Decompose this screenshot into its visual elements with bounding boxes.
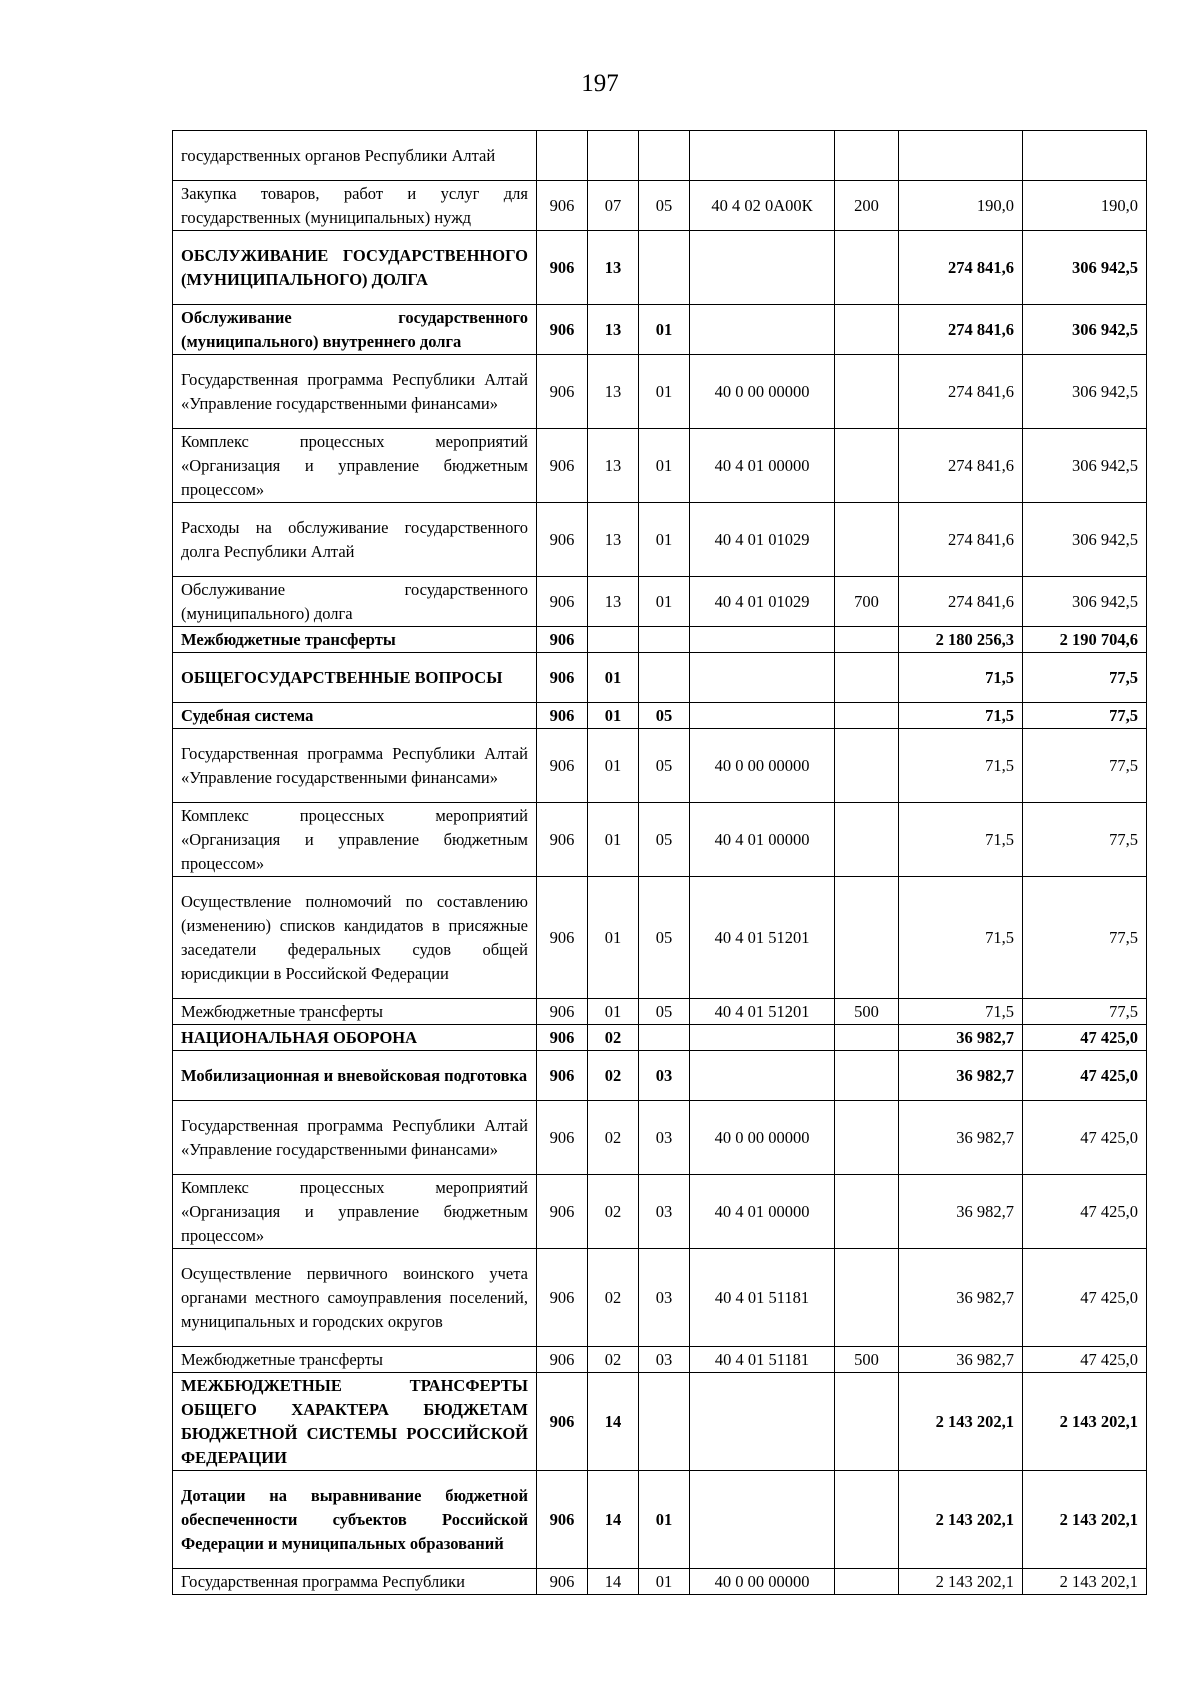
table-row (173, 355, 1147, 429)
table-row (173, 1347, 1147, 1373)
row-subsection-code: 03 (639, 1347, 690, 1373)
row-expense-type: 200 (835, 181, 899, 231)
table-row (173, 1175, 1147, 1249)
row-subsection-code: 01 (639, 355, 690, 429)
row-name: Государственная программа Республики Алтай «Управление государственными финансами» (173, 729, 537, 803)
row-subsection-code: 01 (639, 1471, 690, 1569)
table-row (173, 1025, 1147, 1051)
row-amount-year2: 77,5 (1023, 653, 1147, 703)
row-section-code: 01 (588, 999, 639, 1025)
row-ved-code: 906 (537, 305, 588, 355)
row-section-code: 01 (588, 803, 639, 877)
row-name: Дотации на выравнивание бюджетной обеспеченности субъектов Российской Федерации и муниципальных образований (173, 1471, 537, 1569)
row-expense-type (835, 1175, 899, 1249)
row-expense-type: 500 (835, 999, 899, 1025)
row-expense-type: 500 (835, 1347, 899, 1373)
row-name: Обслуживание государственного (муниципального) долга (173, 577, 537, 627)
row-section-code: 13 (588, 577, 639, 627)
row-amount-year1: 274 841,6 (899, 355, 1023, 429)
row-subsection-code: 05 (639, 181, 690, 231)
row-name: Межбюджетные трансферты (173, 999, 537, 1025)
row-amount-year2: 2 143 202,1 (1023, 1373, 1147, 1471)
row-ved-code: 906 (537, 1347, 588, 1373)
row-section-code: 13 (588, 503, 639, 577)
row-ved-code: 906 (537, 181, 588, 231)
row-amount-year2: 306 942,5 (1023, 231, 1147, 305)
row-subsection-code: 03 (639, 1101, 690, 1175)
row-name: ОБЩЕГОСУДАРСТВЕННЫЕ ВОПРОСЫ (173, 653, 537, 703)
row-expense-type (835, 305, 899, 355)
row-subsection-code (639, 653, 690, 703)
row-amount-year1: 274 841,6 (899, 503, 1023, 577)
row-ved-code: 906 (537, 1373, 588, 1471)
row-subsection-code: 01 (639, 1569, 690, 1595)
row-target-article: 40 4 01 51201 (690, 999, 835, 1025)
row-expense-type (835, 1373, 899, 1471)
row-expense-type (835, 1249, 899, 1347)
row-amount-year1 (899, 131, 1023, 181)
row-ved-code: 906 (537, 703, 588, 729)
row-amount-year1: 2 180 256,3 (899, 627, 1023, 653)
row-amount-year2: 47 425,0 (1023, 1101, 1147, 1175)
table-row (173, 803, 1147, 877)
row-ved-code: 906 (537, 1025, 588, 1051)
row-section-code: 13 (588, 355, 639, 429)
table-row (173, 1101, 1147, 1175)
table-row (173, 577, 1147, 627)
row-amount-year1: 36 982,7 (899, 1101, 1023, 1175)
row-ved-code: 906 (537, 1249, 588, 1347)
row-amount-year2: 2 143 202,1 (1023, 1569, 1147, 1595)
page-number: 197 (581, 70, 619, 97)
row-expense-type (835, 429, 899, 503)
row-ved-code: 906 (537, 999, 588, 1025)
row-expense-type: 700 (835, 577, 899, 627)
row-name: Закупка товаров, работ и услуг для государственных (муниципальных) нужд (173, 181, 537, 231)
row-section-code (588, 131, 639, 181)
row-section-code (588, 627, 639, 653)
row-target-article: 40 4 01 01029 (690, 577, 835, 627)
row-amount-year1: 2 143 202,1 (899, 1373, 1023, 1471)
row-target-article (690, 1373, 835, 1471)
row-amount-year1: 71,5 (899, 653, 1023, 703)
row-name: Расходы на обслуживание государственного долга Республики Алтай (173, 503, 537, 577)
row-name: государственных органов Республики Алтай (173, 131, 537, 181)
row-ved-code: 906 (537, 577, 588, 627)
table-row (173, 999, 1147, 1025)
row-subsection-code (639, 231, 690, 305)
table-row (173, 231, 1147, 305)
row-target-article (690, 231, 835, 305)
table-row (173, 305, 1147, 355)
row-subsection-code: 05 (639, 803, 690, 877)
row-amount-year1: 36 982,7 (899, 1347, 1023, 1373)
row-ved-code: 906 (537, 355, 588, 429)
row-section-code: 14 (588, 1373, 639, 1471)
row-amount-year2: 77,5 (1023, 877, 1147, 999)
row-amount-year1: 71,5 (899, 999, 1023, 1025)
row-expense-type (835, 1051, 899, 1101)
row-name: Межбюджетные трансферты (173, 1347, 537, 1373)
row-section-code: 02 (588, 1101, 639, 1175)
row-target-article: 40 4 01 00000 (690, 429, 835, 503)
row-target-article: 40 4 02 0А00К (690, 181, 835, 231)
row-section-code: 07 (588, 181, 639, 231)
row-section-code: 02 (588, 1175, 639, 1249)
row-amount-year1: 71,5 (899, 803, 1023, 877)
row-target-article (690, 1471, 835, 1569)
row-amount-year1: 36 982,7 (899, 1175, 1023, 1249)
row-target-article (690, 305, 835, 355)
row-amount-year2: 47 425,0 (1023, 1051, 1147, 1101)
row-amount-year1: 2 143 202,1 (899, 1569, 1023, 1595)
row-amount-year2: 77,5 (1023, 999, 1147, 1025)
row-section-code: 02 (588, 1347, 639, 1373)
row-subsection-code: 01 (639, 429, 690, 503)
row-ved-code: 906 (537, 729, 588, 803)
row-ved-code: 906 (537, 1175, 588, 1249)
row-amount-year1: 71,5 (899, 729, 1023, 803)
row-subsection-code: 03 (639, 1249, 690, 1347)
row-section-code: 02 (588, 1025, 639, 1051)
row-name: НАЦИОНАЛЬНАЯ ОБОРОНА (173, 1025, 537, 1051)
row-amount-year1: 71,5 (899, 703, 1023, 729)
row-name: МЕЖБЮДЖЕТНЫЕ ТРАНСФЕРТЫ ОБЩЕГО ХАРАКТЕРА БЮДЖЕТАМ БЮДЖЕТНОЙ СИСТЕМЫ РОССИЙСКОЙ ФЕДЕРАЦИИ (173, 1373, 537, 1471)
row-name: Межбюджетные трансферты (173, 627, 537, 653)
row-amount-year2: 47 425,0 (1023, 1347, 1147, 1373)
row-subsection-code (639, 1025, 690, 1051)
row-name: Осуществление полномочий по составлению (изменению) списков кандидатов в присяжные заседатели федеральных судов общей юрисдикции в Российской Федерации (173, 877, 537, 999)
row-name: Комплекс процессных мероприятий «Организация и управление бюджетным процессом» (173, 803, 537, 877)
table-row (173, 1471, 1147, 1569)
row-ved-code: 906 (537, 1471, 588, 1569)
row-amount-year1: 274 841,6 (899, 577, 1023, 627)
row-expense-type (835, 1569, 899, 1595)
row-expense-type (835, 1471, 899, 1569)
row-target-article: 40 4 01 51181 (690, 1249, 835, 1347)
row-expense-type (835, 503, 899, 577)
row-expense-type (835, 231, 899, 305)
row-name: Осуществление первичного воинского учета органами местного самоуправления поселений, муниципальных и городских округов (173, 1249, 537, 1347)
row-subsection-code (639, 1373, 690, 1471)
row-name: Государственная программа Республики Алтай «Управление государственными финансами» (173, 355, 537, 429)
row-expense-type (835, 1025, 899, 1051)
row-ved-code: 906 (537, 1101, 588, 1175)
row-ved-code (537, 131, 588, 181)
row-amount-year2: 306 942,5 (1023, 577, 1147, 627)
row-name: Государственная программа Республики (173, 1569, 537, 1595)
row-amount-year1: 274 841,6 (899, 429, 1023, 503)
row-target-article: 40 4 01 51201 (690, 877, 835, 999)
row-section-code: 13 (588, 429, 639, 503)
table-row (173, 653, 1147, 703)
row-name: ОБСЛУЖИВАНИЕ ГОСУДАРСТВЕННОГО (МУНИЦИПАЛЬНОГО) ДОЛГА (173, 231, 537, 305)
row-section-code: 01 (588, 877, 639, 999)
table-row (173, 131, 1147, 181)
row-subsection-code (639, 627, 690, 653)
table-row (173, 1249, 1147, 1347)
row-subsection-code: 01 (639, 503, 690, 577)
row-section-code: 14 (588, 1569, 639, 1595)
row-amount-year1: 274 841,6 (899, 305, 1023, 355)
row-amount-year1: 36 982,7 (899, 1249, 1023, 1347)
table-row (173, 627, 1147, 653)
row-section-code: 13 (588, 231, 639, 305)
row-target-article: 40 0 00 00000 (690, 1569, 835, 1595)
table-row (173, 877, 1147, 999)
row-target-article: 40 0 00 00000 (690, 355, 835, 429)
row-target-article (690, 131, 835, 181)
row-amount-year1: 274 841,6 (899, 231, 1023, 305)
table-row (173, 703, 1147, 729)
row-expense-type (835, 627, 899, 653)
row-ved-code: 906 (537, 803, 588, 877)
row-expense-type (835, 703, 899, 729)
row-name: Судебная система (173, 703, 537, 729)
row-target-article: 40 4 01 01029 (690, 503, 835, 577)
table-row (173, 1051, 1147, 1101)
row-section-code: 14 (588, 1471, 639, 1569)
row-ved-code: 906 (537, 653, 588, 703)
row-name: Комплекс процессных мероприятий «Организация и управление бюджетным процессом» (173, 1175, 537, 1249)
row-name: Комплекс процессных мероприятий «Организация и управление бюджетным процессом» (173, 429, 537, 503)
row-target-article (690, 1051, 835, 1101)
row-name: Обслуживание государственного (муниципального) внутреннего долга (173, 305, 537, 355)
row-amount-year1: 2 143 202,1 (899, 1471, 1023, 1569)
table-row (173, 729, 1147, 803)
row-subsection-code: 05 (639, 729, 690, 803)
row-name: Мобилизационная и вневойсковая подготовка (173, 1051, 537, 1101)
row-expense-type (835, 131, 899, 181)
row-subsection-code: 01 (639, 577, 690, 627)
table-row (173, 1373, 1147, 1471)
row-amount-year2: 77,5 (1023, 729, 1147, 803)
table-row (173, 1569, 1147, 1595)
row-amount-year1: 36 982,7 (899, 1051, 1023, 1101)
row-amount-year1: 36 982,7 (899, 1025, 1023, 1051)
row-amount-year2: 47 425,0 (1023, 1175, 1147, 1249)
row-section-code: 01 (588, 653, 639, 703)
row-amount-year2: 2 190 704,6 (1023, 627, 1147, 653)
budget-table (172, 130, 1147, 1595)
row-target-article (690, 1025, 835, 1051)
row-amount-year2: 47 425,0 (1023, 1025, 1147, 1051)
row-subsection-code: 01 (639, 305, 690, 355)
row-ved-code: 906 (537, 503, 588, 577)
row-section-code: 01 (588, 703, 639, 729)
row-target-article (690, 703, 835, 729)
row-amount-year2 (1023, 131, 1147, 181)
row-amount-year2: 47 425,0 (1023, 1249, 1147, 1347)
row-expense-type (835, 877, 899, 999)
row-subsection-code: 03 (639, 1051, 690, 1101)
row-ved-code: 906 (537, 1051, 588, 1101)
row-amount-year2: 306 942,5 (1023, 305, 1147, 355)
row-subsection-code: 05 (639, 877, 690, 999)
row-amount-year2: 77,5 (1023, 703, 1147, 729)
row-expense-type (835, 355, 899, 429)
row-section-code: 02 (588, 1051, 639, 1101)
row-expense-type (835, 1101, 899, 1175)
table-row (173, 503, 1147, 577)
row-target-article: 40 4 01 00000 (690, 1175, 835, 1249)
row-target-article: 40 0 00 00000 (690, 729, 835, 803)
row-amount-year2: 77,5 (1023, 803, 1147, 877)
row-expense-type (835, 803, 899, 877)
row-amount-year1: 71,5 (899, 877, 1023, 999)
table-row (173, 181, 1147, 231)
row-ved-code: 906 (537, 231, 588, 305)
row-amount-year2: 306 942,5 (1023, 503, 1147, 577)
row-subsection-code (639, 131, 690, 181)
row-subsection-code: 05 (639, 703, 690, 729)
row-subsection-code: 03 (639, 1175, 690, 1249)
row-section-code: 01 (588, 729, 639, 803)
row-expense-type (835, 729, 899, 803)
row-target-article: 40 4 01 00000 (690, 803, 835, 877)
row-ved-code: 906 (537, 429, 588, 503)
table-row (173, 429, 1147, 503)
row-target-article (690, 653, 835, 703)
row-amount-year2: 2 143 202,1 (1023, 1471, 1147, 1569)
row-ved-code: 906 (537, 877, 588, 999)
row-target-article: 40 4 01 51181 (690, 1347, 835, 1373)
row-name: Государственная программа Республики Алтай «Управление государственными финансами» (173, 1101, 537, 1175)
row-ved-code: 906 (537, 627, 588, 653)
row-target-article: 40 0 00 00000 (690, 1101, 835, 1175)
row-section-code: 02 (588, 1249, 639, 1347)
row-expense-type (835, 653, 899, 703)
row-amount-year2: 306 942,5 (1023, 429, 1147, 503)
row-amount-year2: 190,0 (1023, 181, 1147, 231)
row-amount-year1: 190,0 (899, 181, 1023, 231)
row-amount-year2: 306 942,5 (1023, 355, 1147, 429)
row-subsection-code: 05 (639, 999, 690, 1025)
row-target-article (690, 627, 835, 653)
row-section-code: 13 (588, 305, 639, 355)
row-ved-code: 906 (537, 1569, 588, 1595)
